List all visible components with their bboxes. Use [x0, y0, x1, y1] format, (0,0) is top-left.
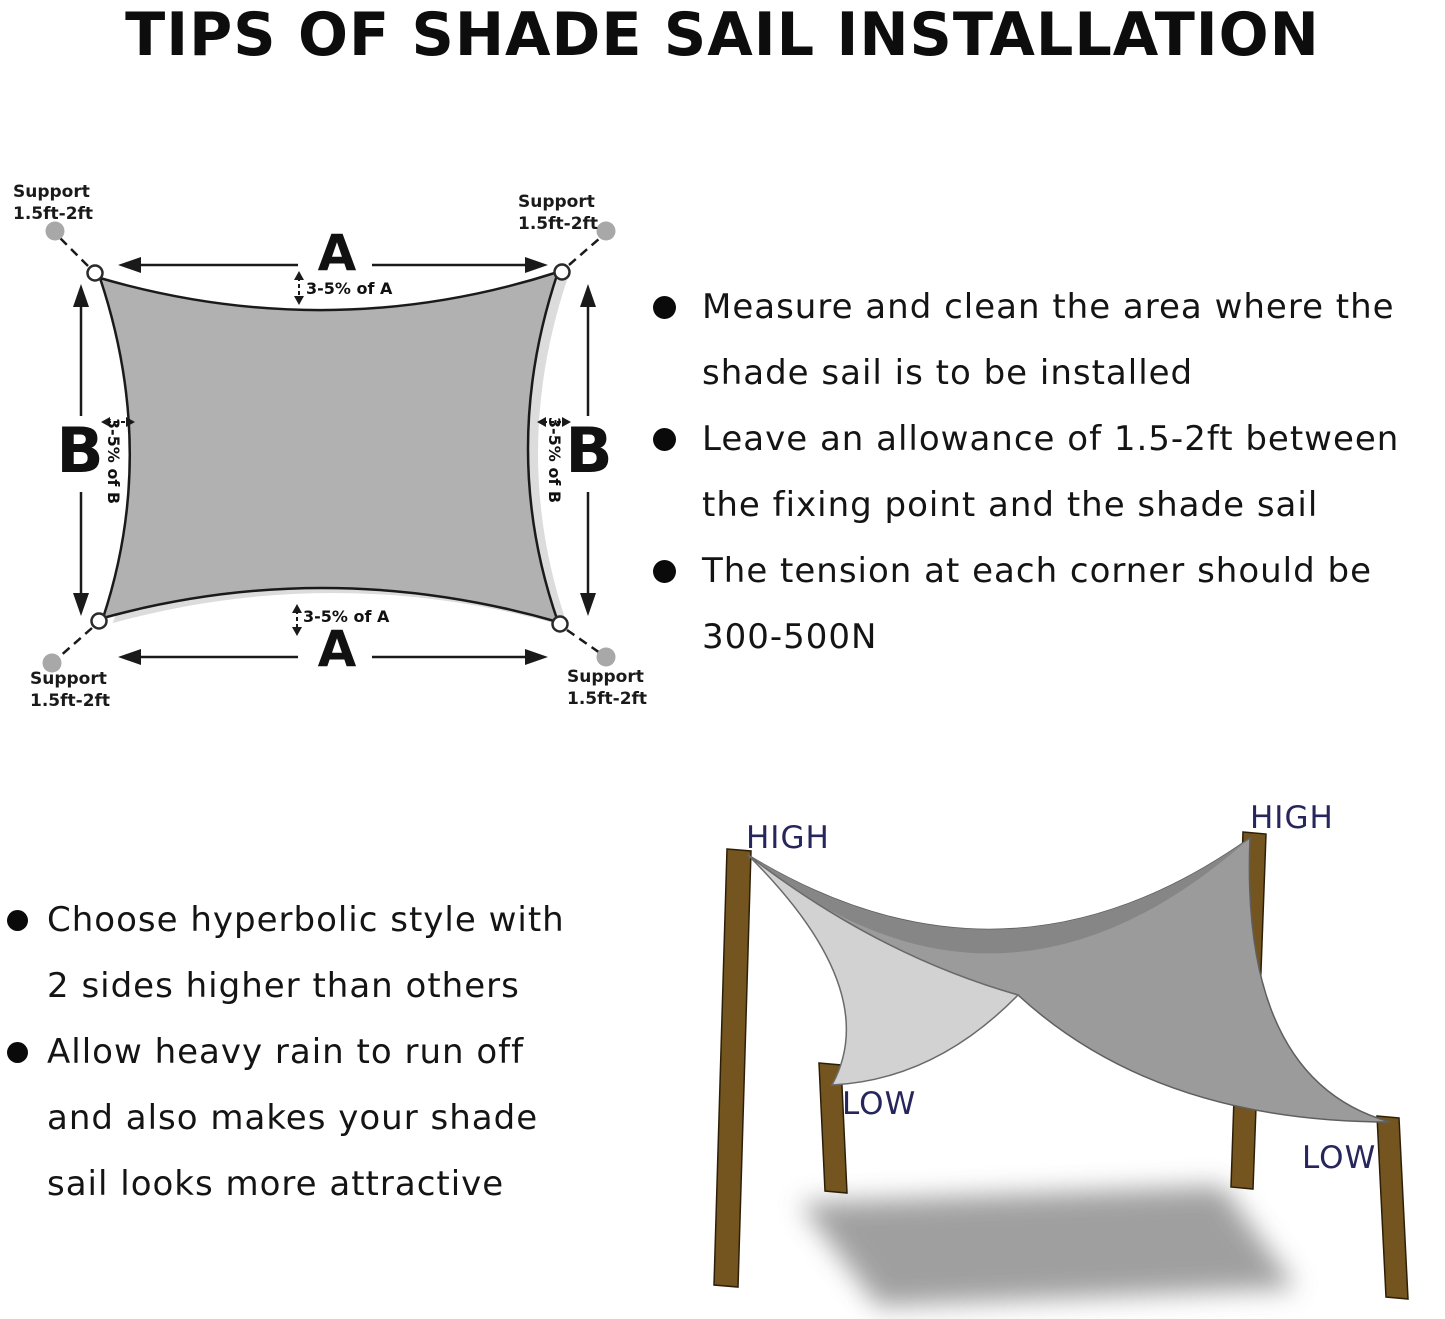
tip-line: and also makes your shade: [47, 1098, 539, 1138]
page-title: TIPS OF SHADE SAIL INSTALLATION: [125, 0, 1320, 70]
support-label-bottom-left: [30, 668, 110, 712]
support-label-line1: Support: [13, 182, 90, 202]
ground-shadow: [800, 1186, 1296, 1306]
support-label-line2: 1.5ft-2ft: [518, 214, 599, 234]
bullet-icon: [7, 910, 28, 931]
corner-ring-bottom-right: [553, 617, 568, 632]
label-low-left: LOW: [842, 1086, 917, 1122]
tip-line: Measure and clean the area where the: [702, 287, 1395, 327]
bullet-icon: [653, 560, 676, 583]
post-low-right: [1377, 1116, 1408, 1299]
support-label-top-right: [518, 191, 598, 235]
label-high-left: HIGH: [746, 820, 830, 856]
tip-line: 300-500N: [702, 617, 878, 657]
corner-ring-top-left: [88, 266, 103, 281]
tip-line: shade sail is to be installed: [702, 353, 1194, 393]
tip-line: The tension at each corner should be: [702, 551, 1373, 591]
tip-line: Leave an allowance of 1.5-2ft between: [702, 419, 1400, 459]
corner-ring-bottom-left: [92, 614, 107, 629]
support-label-line2: 1.5ft-2ft: [13, 204, 94, 224]
list-item: [653, 274, 1399, 406]
support-label-line1: Support: [518, 192, 595, 212]
sag-label-b-right: 3-5% of B: [545, 416, 564, 504]
dim-label-a-top: A: [317, 224, 357, 282]
tip-line: Choose hyperbolic style with: [47, 900, 565, 940]
support-label-line2: 1.5ft-2ft: [30, 691, 111, 711]
sag-label-a-top: 3-5% of A: [306, 279, 393, 298]
list-item: [7, 887, 565, 1019]
list-item: [653, 406, 1399, 538]
bullet-icon: [653, 296, 676, 319]
bullet-icon: [653, 428, 676, 451]
tips-list-left: [7, 887, 565, 1217]
list-item: [7, 1019, 565, 1217]
tip-line: the fixing point and the shade sail: [702, 485, 1319, 525]
label-low-right: LOW: [1302, 1140, 1377, 1176]
dim-label-b-right: B: [565, 414, 613, 487]
support-label-line1: Support: [30, 669, 107, 689]
tip-line: 2 sides higher than others: [47, 966, 520, 1006]
post-high-left: [714, 849, 751, 1287]
bullet-icon: [7, 1042, 28, 1063]
tips-list-right: [653, 274, 1399, 670]
sail-plan-body: [100, 272, 558, 622]
tip-line: sail looks more attractive: [47, 1164, 505, 1204]
support-label-line1: Support: [567, 667, 644, 687]
dim-label-b-left: B: [56, 414, 104, 487]
dim-label-a-bottom: A: [317, 620, 357, 678]
support-label-bottom-right: [567, 666, 647, 710]
corner-ring-top-right: [555, 265, 570, 280]
support-label-line2: 1.5ft-2ft: [567, 689, 648, 709]
label-high-right: HIGH: [1250, 800, 1334, 836]
sag-label-b-left: 3-5% of B: [104, 417, 123, 505]
tip-line: Allow heavy rain to run off: [47, 1032, 525, 1072]
support-label-top-left: [13, 181, 93, 225]
sag-label-a-bottom: 3-5% of A: [303, 607, 390, 626]
list-item: [653, 538, 1399, 670]
